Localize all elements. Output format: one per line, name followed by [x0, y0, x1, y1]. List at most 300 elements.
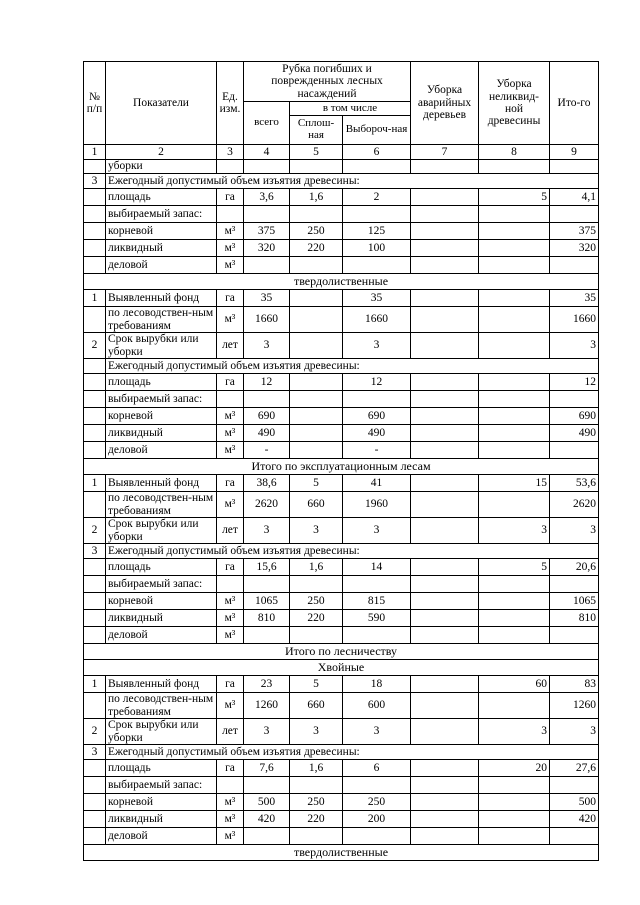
- value-cell: 125: [343, 223, 411, 240]
- indicator-label: выбираемый запас:: [106, 576, 217, 593]
- table-row: [84, 408, 599, 425]
- value-cell: 3: [343, 333, 411, 359]
- table-row: [84, 518, 599, 544]
- value-cell: 20: [479, 760, 550, 777]
- row-number: 3: [84, 745, 106, 760]
- value-cell: 5: [290, 676, 343, 693]
- unit-cell: м³: [217, 307, 244, 333]
- value-cell: 41: [343, 475, 411, 492]
- value-cell: 220: [290, 610, 343, 627]
- indicator-label: деловой: [106, 828, 217, 845]
- header-felling: Рубка погибших и поврежденных лесных насаждений: [244, 62, 411, 102]
- unit-cell: м³: [217, 408, 244, 425]
- row-number: [84, 408, 106, 425]
- indicator-label: Срок вырубки или уборки: [106, 333, 217, 359]
- section-title: Хвойные: [84, 660, 599, 676]
- section-row: [84, 845, 599, 861]
- value-cell: [550, 442, 599, 459]
- unit-cell: лет: [217, 518, 244, 544]
- value-cell: [290, 391, 343, 408]
- value-cell: [411, 475, 479, 492]
- value-cell: [290, 576, 343, 593]
- value-cell: [479, 307, 550, 333]
- indicator-label: деловой: [106, 257, 217, 274]
- header-illiquid: Уборка неликвид-ной древесины: [479, 62, 550, 145]
- value-cell: 1,6: [290, 760, 343, 777]
- value-cell: 3: [244, 333, 290, 359]
- value-cell: 220: [290, 811, 343, 828]
- value-cell: 14: [343, 559, 411, 576]
- value-cell: 1260: [550, 693, 599, 719]
- value-cell: [479, 593, 550, 610]
- value-cell: 600: [343, 693, 411, 719]
- value-cell: [411, 307, 479, 333]
- indicator-label: площадь: [106, 189, 217, 206]
- table-row: [84, 492, 599, 518]
- value-cell: [290, 442, 343, 459]
- header-incl: в том числе: [290, 102, 411, 116]
- table-row: [84, 676, 599, 693]
- value-cell: 690: [343, 408, 411, 425]
- unit-cell: м³: [217, 492, 244, 518]
- table-row: [84, 257, 599, 274]
- value-cell: [479, 408, 550, 425]
- row-number: [84, 189, 106, 206]
- header-total-all: всего: [244, 102, 290, 145]
- value-cell: [411, 257, 479, 274]
- value-cell: [479, 206, 550, 223]
- indicator-label: Выявленный фонд: [106, 676, 217, 693]
- row-number: [84, 760, 106, 777]
- value-cell: [343, 777, 411, 794]
- indicator-label: Срок вырубки или уборки: [106, 719, 217, 745]
- indicator-label: ликвидный: [106, 240, 217, 257]
- value-cell: [479, 391, 550, 408]
- value-cell: [411, 189, 479, 206]
- value-cell: [343, 828, 411, 845]
- value-cell: [411, 391, 479, 408]
- header-num: № п/п: [84, 62, 106, 145]
- value-cell: [411, 559, 479, 576]
- value-cell: 1,6: [290, 189, 343, 206]
- value-cell: 1660: [343, 307, 411, 333]
- unit-cell: м³: [217, 811, 244, 828]
- value-cell: [290, 408, 343, 425]
- value-cell: [343, 576, 411, 593]
- value-cell: [411, 627, 479, 644]
- table-row: [84, 223, 599, 240]
- section-title: твердолиственные: [84, 274, 599, 290]
- column-number-cell: 5: [290, 145, 343, 160]
- indicator-label: корневой: [106, 593, 217, 610]
- value-cell: [479, 811, 550, 828]
- value-cell: [479, 333, 550, 359]
- section-row: [84, 644, 599, 660]
- value-cell: [411, 408, 479, 425]
- value-cell: [343, 206, 411, 223]
- table-row: [84, 425, 599, 442]
- value-cell: 200: [343, 811, 411, 828]
- value-cell: [244, 206, 290, 223]
- value-cell: 1065: [244, 593, 290, 610]
- value-cell: [290, 307, 343, 333]
- table-row: [84, 189, 599, 206]
- table-row: [84, 794, 599, 811]
- annual-volume-row: [84, 544, 599, 559]
- annual-volume-label: Ежегодный допустимый объем изъятия древесины:: [106, 359, 599, 374]
- header-clear: Сплош-ная: [290, 116, 343, 145]
- indicator-label: площадь: [106, 559, 217, 576]
- unit-cell: га: [217, 559, 244, 576]
- value-cell: 12: [550, 374, 599, 391]
- column-number-cell: 8: [479, 145, 550, 160]
- section-title: твердолиственные: [84, 845, 599, 861]
- indicator-label: по лесоводствен-ным требованиям: [106, 693, 217, 719]
- unit-cell: [217, 576, 244, 593]
- value-cell: 7,6: [244, 760, 290, 777]
- value-cell: [411, 719, 479, 745]
- indicator-label: корневой: [106, 408, 217, 425]
- header-selective: Выбороч-ная: [343, 116, 411, 145]
- value-cell: [217, 160, 244, 174]
- value-cell: 3: [244, 518, 290, 544]
- table-row: [84, 760, 599, 777]
- value-cell: [290, 333, 343, 359]
- value-cell: [290, 290, 343, 307]
- value-cell: 375: [244, 223, 290, 240]
- value-cell: [479, 828, 550, 845]
- unit-cell: м³: [217, 223, 244, 240]
- value-cell: 320: [244, 240, 290, 257]
- indicator-label: по лесоводствен-ным требованиям: [106, 307, 217, 333]
- value-cell: -: [244, 442, 290, 459]
- value-cell: 1660: [244, 307, 290, 333]
- value-cell: 500: [244, 794, 290, 811]
- value-cell: [479, 442, 550, 459]
- value-cell: [411, 240, 479, 257]
- value-cell: 5: [479, 189, 550, 206]
- value-cell: [411, 811, 479, 828]
- indicator-label: Выявленный фонд: [106, 475, 217, 492]
- value-cell: 810: [550, 610, 599, 627]
- value-cell: -: [343, 442, 411, 459]
- unit-cell: га: [217, 676, 244, 693]
- value-cell: 3: [479, 719, 550, 745]
- table-row: [84, 475, 599, 492]
- value-cell: 3: [550, 333, 599, 359]
- value-cell: 3: [290, 518, 343, 544]
- value-cell: [550, 627, 599, 644]
- unit-cell: га: [217, 760, 244, 777]
- value-cell: 420: [244, 811, 290, 828]
- value-cell: 3: [244, 719, 290, 745]
- table-row: [84, 206, 599, 223]
- value-cell: 660: [290, 492, 343, 518]
- value-cell: [411, 777, 479, 794]
- table-row: [84, 374, 599, 391]
- value-cell: 1260: [244, 693, 290, 719]
- unit-cell: лет: [217, 333, 244, 359]
- row-number: 1: [84, 475, 106, 492]
- indicator-label: площадь: [106, 374, 217, 391]
- unit-cell: лет: [217, 719, 244, 745]
- indicator-label: ликвидный: [106, 610, 217, 627]
- value-cell: [550, 206, 599, 223]
- value-cell: 12: [244, 374, 290, 391]
- annual-volume-row: [84, 174, 599, 189]
- value-cell: [290, 777, 343, 794]
- value-cell: [290, 425, 343, 442]
- table-row: [84, 627, 599, 644]
- row-number: [84, 559, 106, 576]
- indicator-label: ликвидный: [106, 811, 217, 828]
- row-number: 1: [84, 290, 106, 307]
- value-cell: 3: [479, 518, 550, 544]
- row-number: [84, 828, 106, 845]
- table-row: [84, 559, 599, 576]
- value-cell: [479, 777, 550, 794]
- unit-cell: м³: [217, 610, 244, 627]
- value-cell: 20,6: [550, 559, 599, 576]
- header-emergency: Уборка аварийных деревьев: [411, 62, 479, 145]
- value-cell: 420: [550, 811, 599, 828]
- forest-harvest-table: [83, 61, 599, 861]
- unit-cell: га: [217, 374, 244, 391]
- unit-cell: м³: [217, 693, 244, 719]
- value-cell: 250: [290, 223, 343, 240]
- row-number: [84, 240, 106, 257]
- value-cell: 3: [290, 719, 343, 745]
- indicator-label: выбираемый запас:: [106, 391, 217, 408]
- row-number: [84, 576, 106, 593]
- value-cell: 15: [479, 475, 550, 492]
- value-cell: [411, 794, 479, 811]
- value-cell: [411, 676, 479, 693]
- table-row: [84, 240, 599, 257]
- value-cell: 38,6: [244, 475, 290, 492]
- table-body: [84, 160, 599, 861]
- value-cell: [343, 627, 411, 644]
- value-cell: [411, 828, 479, 845]
- value-cell: [550, 160, 599, 174]
- value-cell: [290, 627, 343, 644]
- column-number-cell: 7: [411, 145, 479, 160]
- header-indicators: Показатели: [106, 62, 217, 145]
- row-number: [84, 610, 106, 627]
- column-number-cell: 6: [343, 145, 411, 160]
- column-number-cell: 1: [84, 145, 106, 160]
- value-cell: 5: [479, 559, 550, 576]
- row-number: [84, 257, 106, 274]
- value-cell: [343, 160, 411, 174]
- table-row: [84, 290, 599, 307]
- row-number: [84, 374, 106, 391]
- annual-volume-row: [84, 359, 599, 374]
- annual-volume-label: Ежегодный допустимый объем изъятия древесины:: [106, 174, 599, 189]
- header-unit: Ед. изм.: [217, 62, 244, 145]
- row-number: [84, 223, 106, 240]
- value-cell: [479, 794, 550, 811]
- value-cell: 500: [550, 794, 599, 811]
- value-cell: 3: [550, 719, 599, 745]
- indicator-label: ликвидный: [106, 425, 217, 442]
- value-cell: 60: [479, 676, 550, 693]
- unit-cell: [217, 391, 244, 408]
- value-cell: [550, 391, 599, 408]
- value-cell: [411, 760, 479, 777]
- indicator-label: выбираемый запас:: [106, 777, 217, 794]
- annual-volume-label: Ежегодный допустимый объем изъятия древесины:: [106, 544, 599, 559]
- value-cell: [479, 425, 550, 442]
- row-number: [84, 425, 106, 442]
- table-row: [84, 391, 599, 408]
- section-row: [84, 274, 599, 290]
- value-cell: [550, 576, 599, 593]
- value-cell: 250: [343, 794, 411, 811]
- value-cell: [411, 576, 479, 593]
- value-cell: 810: [244, 610, 290, 627]
- value-cell: 6: [343, 760, 411, 777]
- row-number: [84, 777, 106, 794]
- table-row: [84, 333, 599, 359]
- header-row-1: [84, 62, 599, 102]
- table-row: [84, 593, 599, 610]
- unit-cell: м³: [217, 828, 244, 845]
- row-number: [84, 492, 106, 518]
- column-number-cell: 3: [217, 145, 244, 160]
- unit-cell: м³: [217, 442, 244, 459]
- value-cell: 100: [343, 240, 411, 257]
- indicator-label: корневой: [106, 223, 217, 240]
- indicator-label: корневой: [106, 794, 217, 811]
- row-number: 2: [84, 333, 106, 359]
- value-cell: [479, 374, 550, 391]
- value-cell: [411, 160, 479, 174]
- annual-volume-label: Ежегодный допустимый объем изъятия древесины:: [106, 745, 599, 760]
- column-number-cell: 9: [550, 145, 599, 160]
- row-number: 3: [84, 544, 106, 559]
- value-cell: [479, 290, 550, 307]
- value-cell: 83: [550, 676, 599, 693]
- value-cell: 2620: [550, 492, 599, 518]
- value-cell: 220: [290, 240, 343, 257]
- section-title: Итого по лесничеству: [84, 644, 599, 660]
- value-cell: 660: [290, 693, 343, 719]
- value-cell: [290, 160, 343, 174]
- unit-cell: га: [217, 475, 244, 492]
- value-cell: [244, 160, 290, 174]
- value-cell: [479, 160, 550, 174]
- row-number: [84, 693, 106, 719]
- unit-cell: [217, 206, 244, 223]
- indicator-label: деловой: [106, 627, 217, 644]
- value-cell: 320: [550, 240, 599, 257]
- value-cell: [411, 333, 479, 359]
- value-cell: [479, 610, 550, 627]
- unit-cell: м³: [217, 794, 244, 811]
- row-number: 2: [84, 518, 106, 544]
- table-row: [84, 442, 599, 459]
- value-cell: [411, 593, 479, 610]
- row-number: [84, 307, 106, 333]
- table-row: [84, 811, 599, 828]
- value-cell: 815: [343, 593, 411, 610]
- value-cell: [244, 777, 290, 794]
- value-cell: 35: [244, 290, 290, 307]
- column-number-cell: 2: [106, 145, 217, 160]
- unit-cell: [217, 777, 244, 794]
- value-cell: [244, 627, 290, 644]
- value-cell: [343, 257, 411, 274]
- value-cell: 1960: [343, 492, 411, 518]
- table-row: [84, 777, 599, 794]
- value-cell: 2620: [244, 492, 290, 518]
- unit-cell: м³: [217, 425, 244, 442]
- value-cell: [411, 610, 479, 627]
- value-cell: 5: [290, 475, 343, 492]
- document-page: [83, 61, 598, 861]
- unit-cell: м³: [217, 257, 244, 274]
- value-cell: [411, 290, 479, 307]
- column-numbers-row: [84, 145, 599, 160]
- row-number: [84, 627, 106, 644]
- value-cell: [290, 257, 343, 274]
- row-number: [84, 160, 106, 174]
- value-cell: [244, 828, 290, 845]
- value-cell: [479, 492, 550, 518]
- table-row: [84, 693, 599, 719]
- unit-cell: м³: [217, 593, 244, 610]
- indicator-label: Срок вырубки или уборки: [106, 518, 217, 544]
- value-cell: [411, 442, 479, 459]
- value-cell: 1,6: [290, 559, 343, 576]
- table-row: [84, 576, 599, 593]
- row-number: [84, 811, 106, 828]
- value-cell: [411, 693, 479, 719]
- value-cell: 690: [550, 408, 599, 425]
- value-cell: [479, 627, 550, 644]
- table-row: [84, 610, 599, 627]
- row-number: 2: [84, 719, 106, 745]
- continuation-row: [84, 160, 599, 174]
- row-number: [84, 442, 106, 459]
- value-cell: 12: [343, 374, 411, 391]
- value-cell: 250: [290, 593, 343, 610]
- value-cell: [550, 777, 599, 794]
- indicator-label: уборки: [106, 160, 217, 174]
- value-cell: 490: [343, 425, 411, 442]
- value-cell: [479, 223, 550, 240]
- value-cell: [411, 223, 479, 240]
- value-cell: 690: [244, 408, 290, 425]
- value-cell: 3,6: [244, 189, 290, 206]
- value-cell: 1065: [550, 593, 599, 610]
- indicator-label: выбираемый запас:: [106, 206, 217, 223]
- value-cell: 375: [550, 223, 599, 240]
- value-cell: [343, 391, 411, 408]
- value-cell: [411, 206, 479, 223]
- indicator-label: Выявленный фонд: [106, 290, 217, 307]
- row-number: [84, 206, 106, 223]
- value-cell: 1660: [550, 307, 599, 333]
- value-cell: [411, 518, 479, 544]
- value-cell: 3: [343, 719, 411, 745]
- row-number: [84, 593, 106, 610]
- value-cell: [290, 828, 343, 845]
- value-cell: [479, 240, 550, 257]
- value-cell: 27,6: [550, 760, 599, 777]
- value-cell: 3: [550, 518, 599, 544]
